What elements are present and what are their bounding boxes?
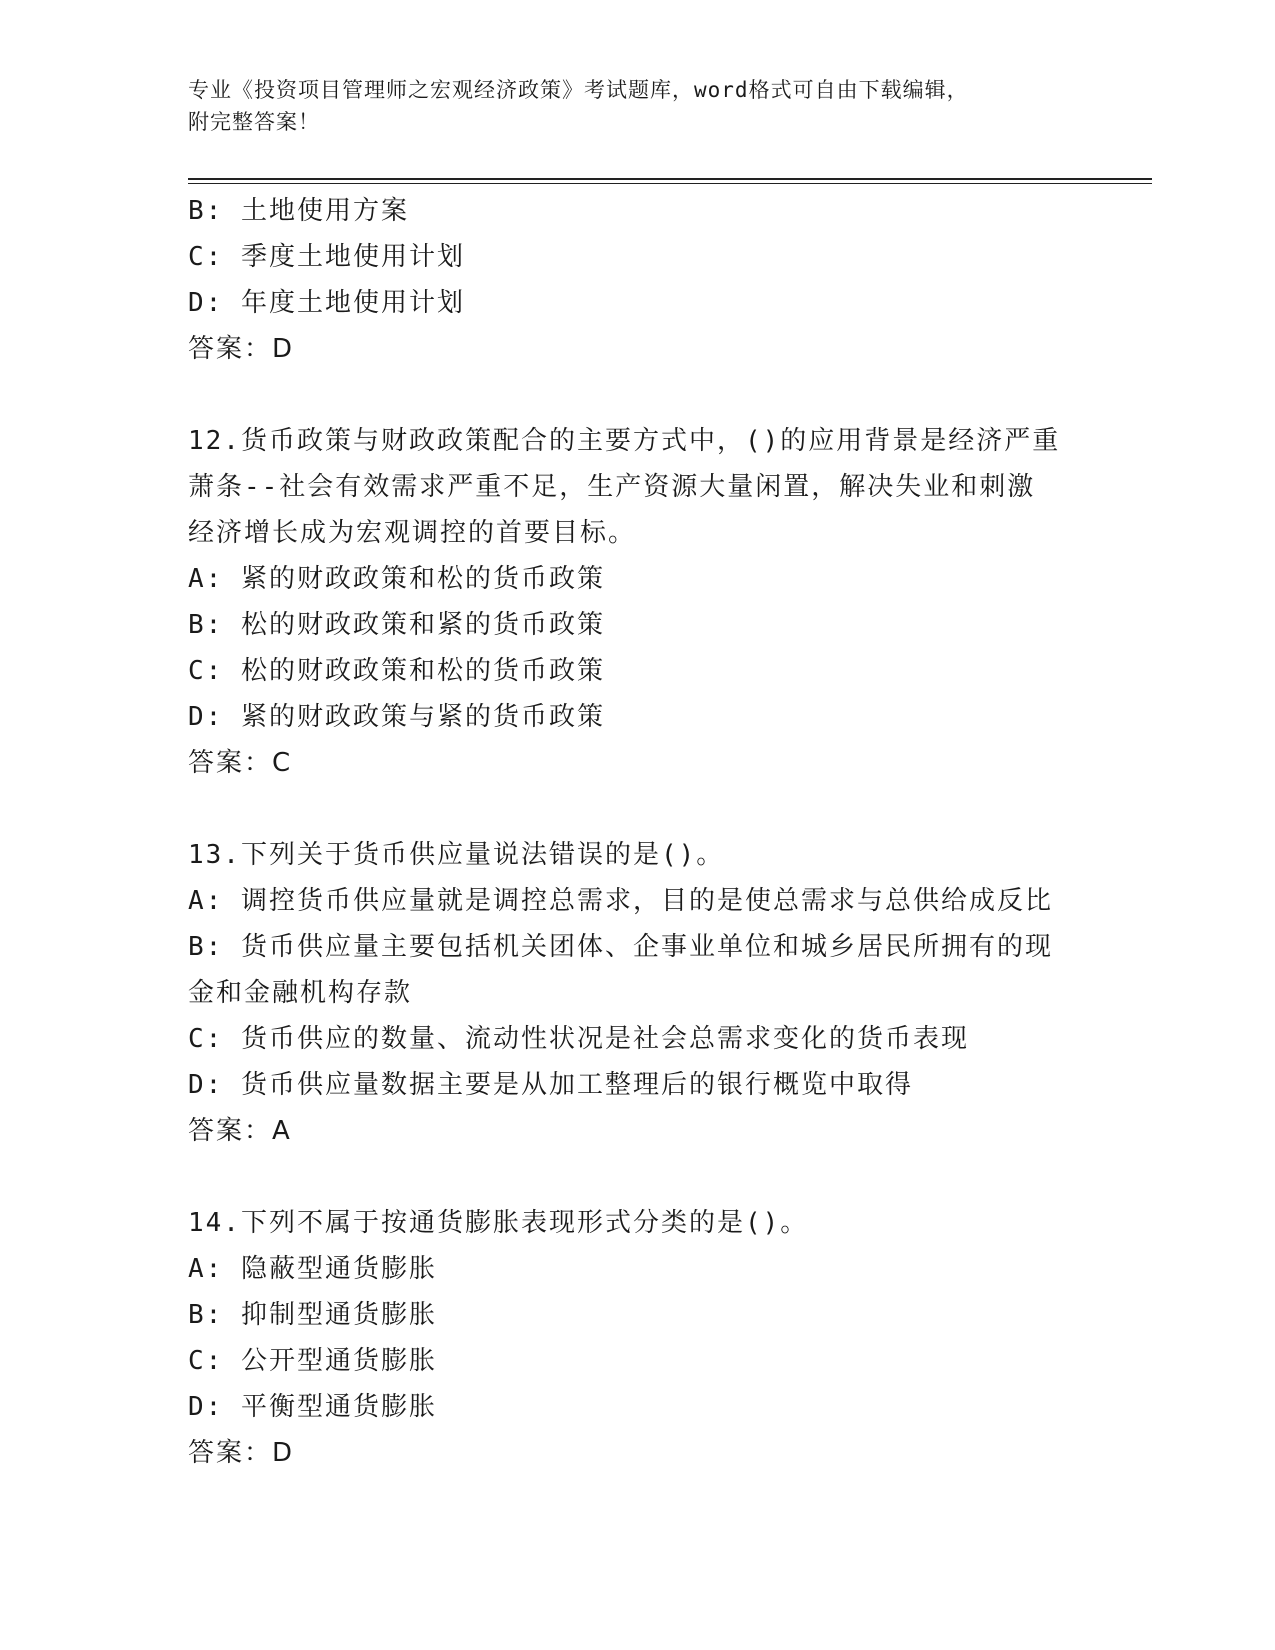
document-header <box>188 74 1088 138</box>
question-stem: 萧条--社会有效需求严重不足，生产资源大量闲置，解决失业和刺激 <box>188 472 1036 502</box>
option-d: D: 平衡型通货膨胀 <box>188 1392 437 1422</box>
question-14 <box>188 1200 1088 1476</box>
answer: 答案：C <box>188 748 293 778</box>
option-d: D: 货币供应量数据主要是从加工整理后的银行概览中取得 <box>188 1070 913 1100</box>
header-line-2: 附完整答案！ <box>188 110 320 134</box>
option-b: B: 抑制型通货膨胀 <box>188 1300 437 1330</box>
question-stem: 经济增长成为宏观调控的首要目标。 <box>188 518 637 548</box>
option-b: B: 土地使用方案 <box>188 196 409 226</box>
option-c: C: 季度土地使用计划 <box>188 242 465 272</box>
question-fragment <box>188 188 1088 372</box>
option-b: B: 货币供应量主要包括机关团体、企事业单位和城乡居民所拥有的现 <box>188 932 1053 962</box>
option-d: D: 年度土地使用计划 <box>188 288 465 318</box>
option-d: D: 紧的财政政策与紧的货币政策 <box>188 702 605 732</box>
option-b: B: 松的财政政策和紧的货币政策 <box>188 610 605 640</box>
answer: 答案：A <box>188 1116 292 1146</box>
option-a: A: 紧的财政政策和松的货币政策 <box>188 564 605 594</box>
header-divider-thin <box>188 183 1152 184</box>
question-stem: 14.下列不属于按通货膨胀表现形式分类的是()。 <box>188 1208 809 1238</box>
option-b-continued: 金和金融机构存款 <box>188 978 413 1008</box>
question-13 <box>188 832 1088 1154</box>
question-stem: 13.下列关于货币供应量说法错误的是()。 <box>188 840 725 870</box>
option-c: C: 松的财政政策和松的货币政策 <box>188 656 605 686</box>
answer: 答案：D <box>188 334 295 364</box>
option-c: C: 货币供应的数量、流动性状况是社会总需求变化的货币表现 <box>188 1024 969 1054</box>
header-line-1: 专业《投资项目管理师之宏观经济政策》考试题库，word格式可自由下载编辑， <box>188 78 969 102</box>
answer: 答案：D <box>188 1438 295 1468</box>
option-a: A: 调控货币供应量就是调控总需求，目的是使总需求与总供给成反比 <box>188 886 1053 916</box>
header-divider-thick <box>188 178 1152 180</box>
question-stem: 12.货币政策与财政政策配合的主要方式中，()的应用背景是经济严重 <box>188 426 1061 456</box>
question-list <box>188 188 1088 1476</box>
option-c: C: 公开型通货膨胀 <box>188 1346 437 1376</box>
option-a: A: 隐蔽型通货膨胀 <box>188 1254 437 1284</box>
question-12 <box>188 418 1088 786</box>
